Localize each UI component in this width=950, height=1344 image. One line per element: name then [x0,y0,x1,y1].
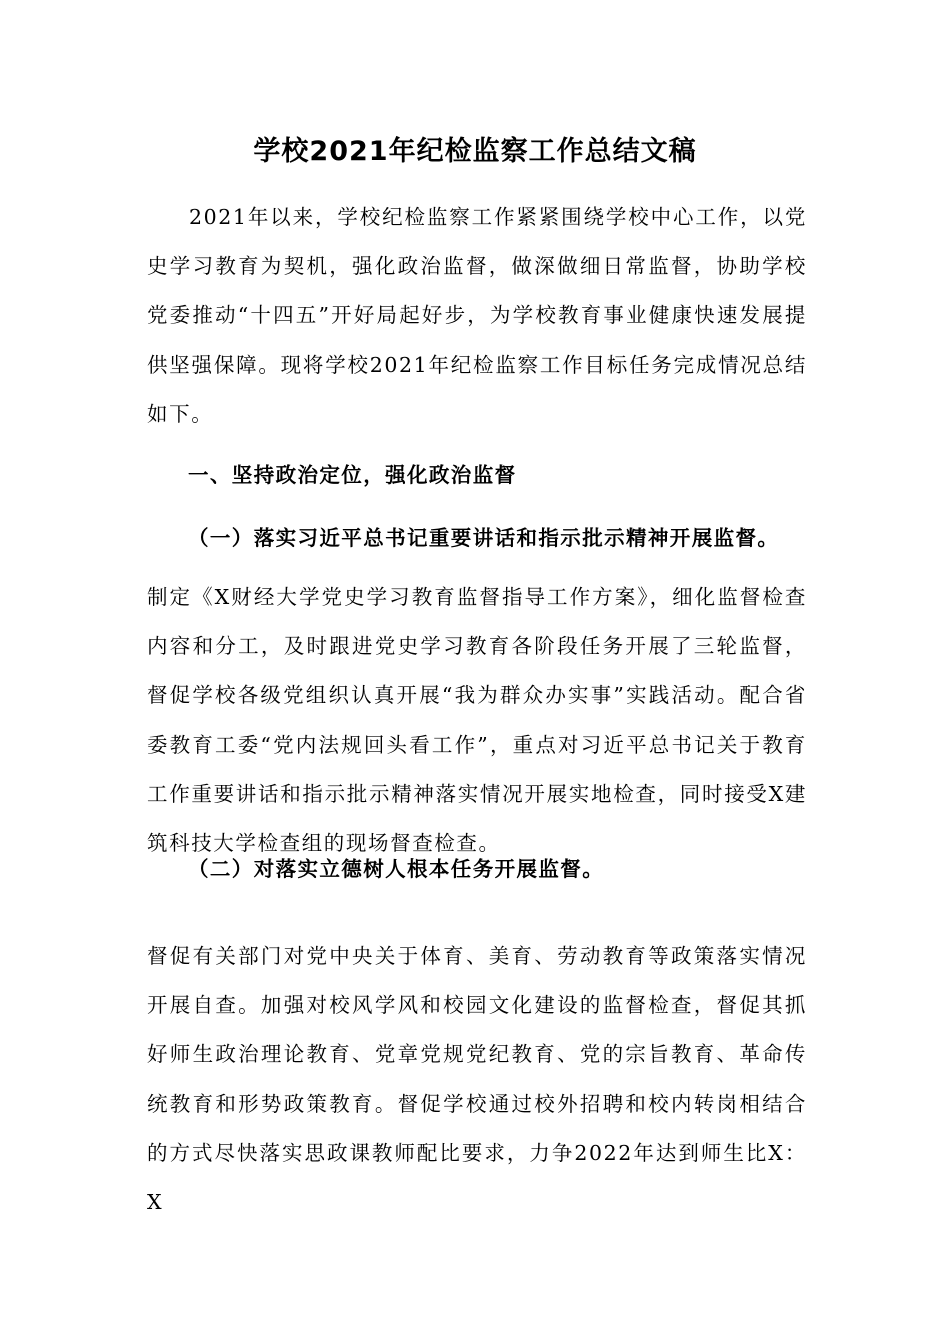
section-heading-1: 一、坚持政治定位，强化政治监督 [188,463,517,487]
intro-paragraph: 2021年以来，学校纪检监察工作紧紧围绕学校中心工作，以党史学习教育为契机，强化政治监督，做深做细日常监督，协助学校党委推动“十四五”开好局起好步，为学校教育事业健康快速发展提供坚强保障。现将学校2021年纪检监察工作目标任务完成情况总结如下。 [147,205,807,426]
subsection-heading-1: （一）落实习近平总书记重要讲话和指示批示精神开展监督。 [188,526,780,550]
subsection-body-1: 制定《X财经大学党史学习教育监督指导工作方案》，细化监督检查内容和分工，及时跟进党史学习教育各阶段任务开展了三轮监督，督促学校各级党组织认真开展“我为群众办实事”实践活动。配合省委教育工委“党内法规回头看工作”，重点对习近平总书记关于教育工作重要讲话和指示批示精神落实情况开展实地检查，同时接受X建筑科技大学检查组的现场督查检查。 [147,585,807,856]
subsection-heading-2: （二）对落实立德树人根本任务开展监督。 [188,857,605,881]
document-title: 学校2021年纪检监察工作总结文稿 [253,136,697,167]
subsection-body-2: 督促有关部门对党中央关于体育、美育、劳动教育等政策落实情况开展自查。加强对校风学风和校园文化建设的监督检查，督促其抓好师生政治理论教育、党章党规党纪教育、党的宗旨教育、革命传统教育和形势政策教育。督促学校通过校外招聘和校内转岗相结合的方式尽快落实思政课教师配比要求，力争2022年达到师生比X：X [147,944,807,1215]
